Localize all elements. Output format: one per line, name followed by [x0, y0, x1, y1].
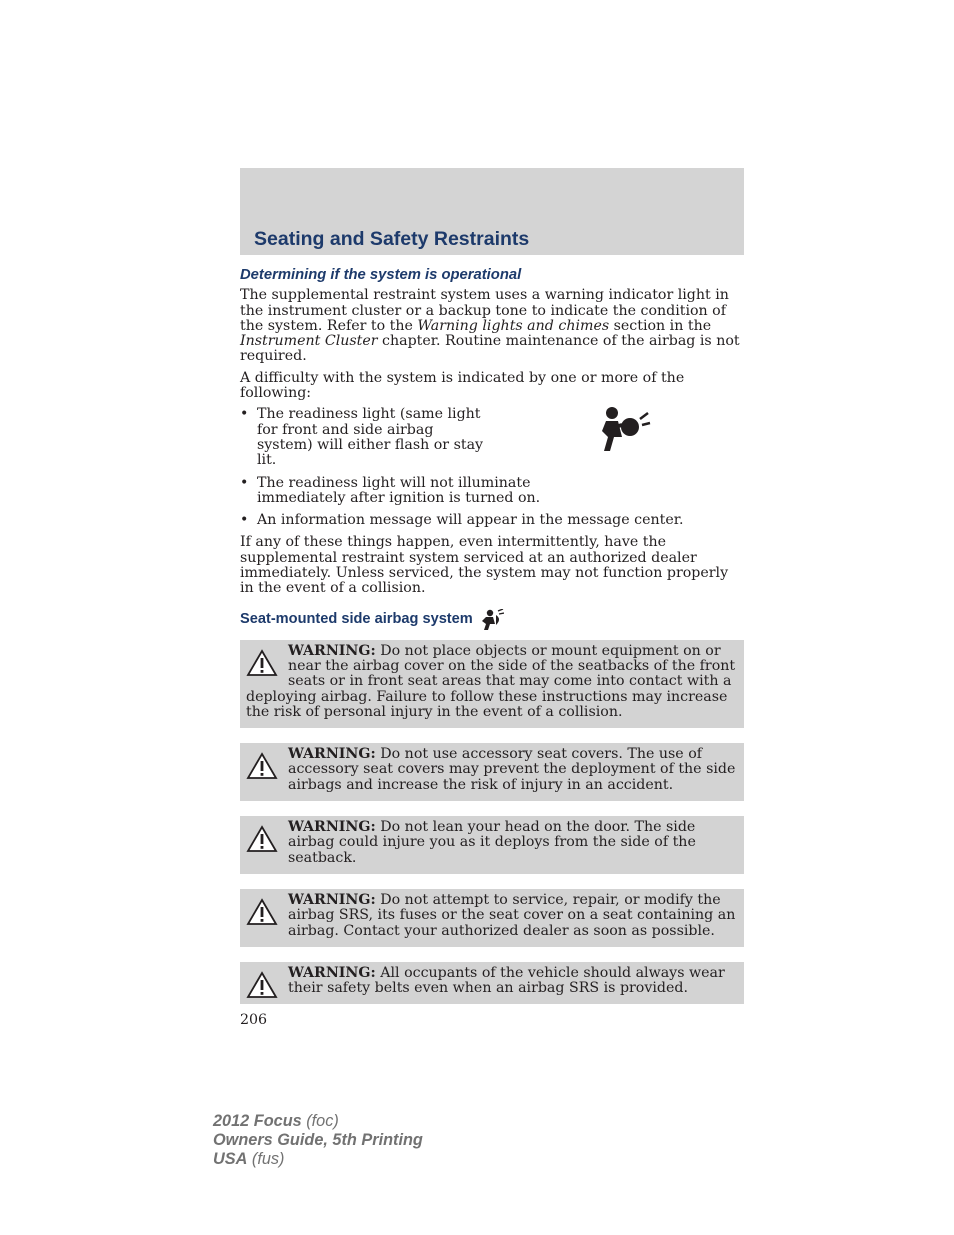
warning-text: Do not use accessory seat covers. The use of accessory seat covers may prevent the deployment of the side airbags and increase the risk of injury in an accident.: [288, 746, 736, 793]
footer-line-1: [213, 1112, 423, 1131]
ref-instrument-cluster: Instrument Cluster: [240, 333, 378, 350]
side-airbag-icon: [478, 609, 504, 631]
warning-text: All occupants of the vehicle should always wear their safety belts even when an airbag SRS is provided.: [288, 964, 725, 997]
warning-label: WARNING:: [288, 746, 376, 763]
intro-text-3: chapter. Routine maintenance of the airbag is not required.: [240, 333, 740, 365]
warning-triangle-icon: [246, 752, 278, 780]
footer-market-code: (fus): [247, 1150, 285, 1168]
list-item-text: The readiness light will not illuminate immediately after ignition is turned on.: [257, 474, 541, 506]
warning-label: WARNING:: [288, 964, 376, 981]
page-number: 206: [240, 1012, 268, 1029]
warning-label: WARNING:: [288, 819, 376, 836]
indicator-list: [240, 407, 744, 528]
list-item: [240, 476, 744, 507]
footer: [213, 1112, 423, 1169]
warning-triangle-icon: [246, 649, 278, 677]
list-item: [240, 513, 744, 528]
warning-triangle-icon: [246, 825, 278, 853]
warning-box: [240, 640, 744, 728]
footer-model-code: (foc): [301, 1112, 339, 1130]
section-title: Seating and Safety Restraints: [254, 228, 530, 250]
warning-text: Do not lean your head on the door. The side airbag could injure you as it deploys from the side of the seatback.: [288, 819, 696, 866]
subsection-title-side-airbag: Seat-mounted side airbag system: [240, 610, 473, 627]
warning-label: WARNING:: [288, 891, 376, 908]
footer-line-3: [213, 1150, 423, 1169]
warning-triangle-icon: [246, 898, 278, 926]
bullet-dot: •: [240, 474, 249, 491]
warning-text: Do not place objects or mount equipment on or near the airbag cover on the side of the seatbacks of the front seats or in front seat areas that may come into contact with a deploying airbag. Failure to follow these instructions may increase the risk of personal injury in the event of a collision.: [246, 642, 736, 720]
footer-line-2: [213, 1131, 423, 1150]
list-item: [240, 407, 744, 468]
footer-market: USA: [213, 1150, 248, 1168]
intro-text-2: section in the: [609, 317, 712, 334]
warning-text: Do not attempt to service, repair, or modify the airbag SRS, its fuses or the seat cover on a seat containing an airbag. Contact your authorized dealer as soon as possible.: [288, 891, 736, 939]
service-paragraph: If any of these things happen, even intermittently, have the supplemental restraint system serviced at an authorized dealer immediately. Unless serviced, the system may not function properly in the event of a collision.: [240, 534, 729, 597]
list-item-text: An information message will appear in the message center.: [257, 512, 684, 529]
intro-text-1: The supplemental restraint system uses a warning indicator light in the instrument cluster or a backup tone to indicate the condition of the system. Refer to the: [240, 287, 729, 334]
ref-warning-lights: Warning lights and chimes: [417, 317, 610, 334]
section-header-band: [240, 168, 744, 255]
subsection-side-airbag: [240, 609, 744, 631]
bullet-dot: •: [240, 512, 249, 529]
bullet-dot: •: [240, 406, 249, 423]
warning-triangle-icon: [246, 971, 278, 999]
warning-box: [240, 816, 744, 874]
intro-paragraph: [240, 288, 744, 364]
warning-box: [240, 889, 744, 947]
subsection-title-operational: Determining if the system is operational: [240, 267, 522, 283]
warning-label: WARNING:: [288, 642, 376, 659]
warning-box: [240, 962, 744, 1005]
warning-box: [240, 743, 744, 801]
difficulty-paragraph: A difficulty with the system is indicated by one or more of the following:: [240, 369, 685, 402]
footer-printing: Owners Guide, 5th Printing: [213, 1131, 423, 1149]
list-item-text: The readiness light (same light for front and side airbag system) will either flash or stay lit.: [257, 406, 484, 469]
footer-model: 2012 Focus: [213, 1112, 302, 1130]
page-content: [240, 268, 744, 1029]
